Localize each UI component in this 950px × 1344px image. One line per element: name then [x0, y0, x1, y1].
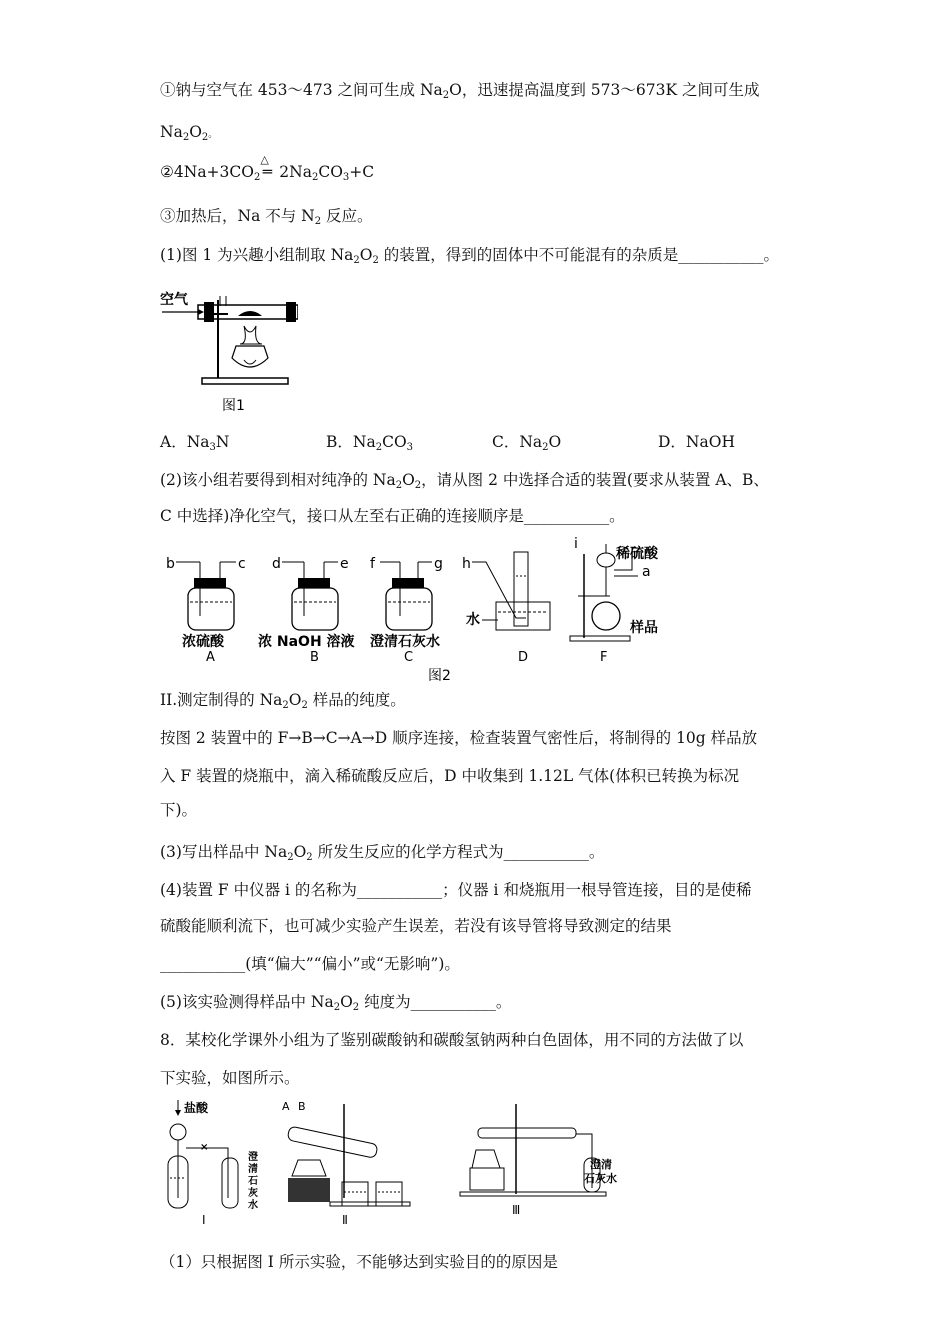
- question-1: (1)图 1 为兴趣小组制取 $Na_2O_2$ 的装置，得到的固体中不可能混有的杂质是___________。: [160, 246, 780, 266]
- fig1-caption: 图1: [222, 398, 245, 414]
- apparatus-f: [570, 536, 659, 665]
- bottle-c: [370, 556, 443, 665]
- svg-text:F: F: [600, 650, 608, 665]
- figure-2: [160, 536, 700, 686]
- question-8-l1: 8．某校化学课外小组为了鉴别碳酸钠和碳酸氢钠两种白色固体，用不同的方法做了以: [160, 1031, 744, 1049]
- svg-text:g: g: [434, 556, 443, 572]
- option-c[interactable]: C．$Na_2O$: [492, 433, 562, 453]
- question-4-l3: ___________(填“偏大”“偏小”或“无影响”)。: [160, 955, 460, 973]
- svg-text:澄清石灰水: 澄清石灰水: [370, 634, 440, 650]
- figure-q8: [160, 1098, 630, 1226]
- bottle-a: [166, 556, 246, 665]
- fig2-caption: 图2: [428, 668, 451, 684]
- svg-text:Ⅲ: Ⅲ: [512, 1203, 521, 1217]
- part-2-title: II.测定制得的 $Na_2O_2$ 样品的纯度。: [160, 691, 406, 711]
- svg-text:石: 石: [248, 1176, 258, 1187]
- question-8-l2: 下实验，如图所示。: [160, 1069, 300, 1087]
- bottle-b: [258, 556, 355, 665]
- figure-1: [158, 286, 298, 416]
- svg-text:石灰水: 石灰水: [584, 1172, 617, 1185]
- svg-text:B: B: [298, 1100, 306, 1113]
- svg-text:水: 水: [248, 1200, 258, 1211]
- svg-text:c: c: [238, 556, 246, 572]
- svg-text:样品: 样品: [630, 620, 658, 636]
- apparatus-3: [460, 1104, 617, 1217]
- svg-text:清: 清: [248, 1164, 258, 1175]
- svg-text:澄: 澄: [248, 1152, 258, 1163]
- question-2-cont: C 中选择)净化空气，接口从左至右正确的连接顺序是___________。: [160, 507, 625, 525]
- svg-text:浓 NaOH 溶液: 浓 NaOH 溶液: [258, 634, 355, 650]
- svg-text:A: A: [282, 1100, 290, 1113]
- svg-text:水: 水: [466, 612, 480, 628]
- svg-text:e: e: [340, 556, 349, 572]
- part-2-p3: 下)。: [160, 801, 198, 819]
- svg-text:d: d: [272, 556, 281, 572]
- apparatus-2: [282, 1100, 410, 1226]
- svg-text:×: ×: [200, 1142, 209, 1153]
- svg-text:a: a: [642, 564, 651, 580]
- note-3: ③加热后，Na 不与 $N_2$ 反应。: [160, 207, 373, 227]
- svg-text:澄清: 澄清: [590, 1158, 612, 1171]
- svg-text:A: A: [206, 650, 215, 665]
- fig1-air-label: 空气: [160, 292, 188, 308]
- apparatus-d: [462, 552, 550, 665]
- note-1: ①钠与空气在 453～473 之间可生成 $Na_2O$，迅速提高温度到 573～673K 之间可生成: [160, 81, 760, 101]
- note-2: $②4Na+3CO_2$ △ ═ $2Na_2CO_3+C$: [160, 153, 375, 183]
- option-a[interactable]: A．$Na_3N$: [160, 433, 230, 453]
- svg-text:盐酸: 盐酸: [184, 1101, 209, 1115]
- svg-text:B: B: [310, 650, 319, 665]
- svg-text:f: f: [370, 556, 375, 572]
- svg-text:浓硫酸: 浓硫酸: [182, 634, 224, 650]
- svg-text:D: D: [518, 650, 529, 665]
- option-d[interactable]: D．NaOH: [658, 433, 735, 451]
- question-8-sub-1: （1）只根据图 Ⅰ 所示实验，不能够达到实验目的的原因是: [160, 1253, 558, 1271]
- svg-text:C: C: [404, 650, 414, 665]
- question-2: (2)该小组若要得到相对纯净的 $Na_2O_2$，请从图 2 中选择合适的装置(要求从装置 A、B、: [160, 471, 769, 491]
- svg-text:b: b: [166, 556, 175, 572]
- question-3: (3)写出样品中 $Na_2O_2$ 所发生反应的化学方程式为___________。: [160, 843, 605, 863]
- question-5: (5)该实验测得样品中 $Na_2O_2$ 纯度为___________。: [160, 993, 512, 1013]
- note-1-cont: $Na_2O_2$。: [160, 123, 218, 143]
- option-b[interactable]: B．$Na_2CO_3$: [326, 433, 414, 453]
- svg-text:i: i: [574, 536, 578, 552]
- svg-text:稀硫酸: 稀硫酸: [616, 546, 658, 562]
- question-4-l2: 硫酸能顺利流下，也可减少实验产生误差，若没有该导管将导致测定的结果: [160, 917, 672, 935]
- part-2-p1: 按图 2 装置中的 F→B→C→A→D 顺序连接，检查装置气密性后，将制得的 10g 样品放: [160, 729, 758, 747]
- svg-text:Ⅱ: Ⅱ: [342, 1213, 348, 1226]
- apparatus-1: [168, 1100, 258, 1226]
- question-4-l1: (4)装置 F 中仪器 i 的名称为___________；仪器 i 和烧瓶用一根导管连接，目的是使稀: [160, 881, 752, 899]
- svg-text:h: h: [462, 556, 471, 572]
- svg-text:Ⅰ: Ⅰ: [202, 1213, 206, 1226]
- part-2-p2: 入 F 装置的烧瓶中，滴入稀硫酸反应后，D 中收集到 1.12L 气体(体积已转换为标况: [160, 767, 740, 785]
- svg-text:灰: 灰: [248, 1188, 258, 1199]
